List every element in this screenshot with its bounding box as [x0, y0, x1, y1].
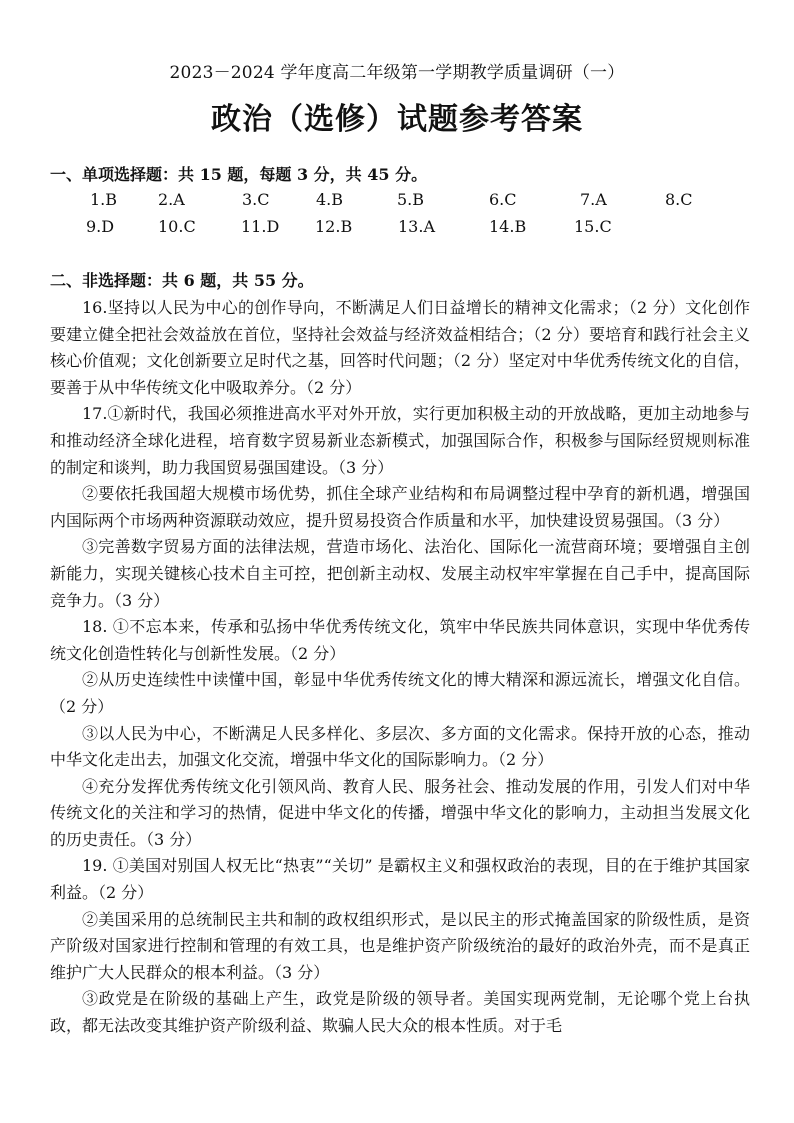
answer-item: 12.B: [315, 217, 353, 236]
answer-item: 13.A: [398, 217, 435, 236]
answer-paragraph-19-3: ③政党是在阶级的基础上产生，政党是阶级的领导者。美国实现两党制，无论哪个党上台执政，都无法改变其维护资产阶级利益、欺骗人民大众的根本性质。对于毛: [50, 989, 750, 1036]
answer-item: 10.C: [158, 217, 196, 236]
page-title: 政治（选修）试题参考答案: [211, 102, 583, 137]
answer-item: 2.A: [158, 190, 185, 209]
answer-paragraph-17-2: ②要依托我国超大规模市场优势，抓住全球产业结构和布局调整过程中孕育的新机遇，增强国内国际两个市场两种资源联动效应，提升贸易投资合作质量和水平，加快建设贸易强国。（3 分）: [50, 484, 750, 530]
answer-body: [50, 295, 750, 1040]
answer-paragraph-17-3: ③完善数字贸易方面的法律法规，营造市场化、法治化、国际化一流营商环境；要增强自主创新能力，实现关键核心技术自主可控，把创新主动权、发展主动权牢牢掌握在自己手中，提高国际竞争力。（3 分）: [50, 537, 750, 610]
answer-item: 8.C: [665, 190, 693, 209]
answer-item: 5.B: [397, 190, 425, 209]
answer-paragraph-19-2: ②美国采用的总统制民主共和制的政权组织形式，是以民主的形式掩盖国家的阶级性质，是资产阶级对国家进行控制和管理的有效工具，也是维护资产阶级统治的最好的政治外壳，而不是真正维护广大人民群众的根本利益。（3 分）: [50, 909, 750, 982]
answer-paragraph-18-4: ④充分发挥优秀传统文化引领风尚、教育人民、服务社会、推动发展的作用，引发人们对中华传统文化的关注和学习的热情，促进中华文化的传播，增强中华文化的影响力，主动担当发展文化的历史责任。（3 分）: [50, 776, 750, 849]
exam-subtitle: 2023－2024 学年度高二年级第一学期教学质量调研（一）: [169, 63, 625, 83]
answer-item: 4.B: [316, 190, 344, 209]
section-two-heading: 二、非选择题：共 6 题，共 55 分。: [50, 271, 314, 290]
answer-item: 11.D: [241, 217, 280, 236]
answer-item: 9.D: [86, 217, 115, 236]
answer-item: 6.C: [489, 190, 517, 209]
section-one-heading: 一、单项选择题：共 15 题，每题 3 分，共 45 分。: [50, 165, 428, 184]
answer-paragraph-18-2: ②从历史连续性中读懂中国，彰显中华优秀传统文化的博大精深和源远流长，增强文化自信。（2 分）: [50, 670, 750, 716]
answer-item: 7.A: [580, 190, 607, 209]
answer-paragraph-19-1: 19. ①美国对别国人权无比“热衷”“关切” 是霸权主义和强权政治的表现，目的在于维护其国家利益。（2 分）: [50, 856, 750, 903]
answer-item: 3.C: [242, 190, 270, 209]
answer-paragraph-18-3: ③以人民为中心，不断满足人民多样化、多层次、多方面的文化需求。保持开放的心态，推动中华文化走出去，加强文化交流，增强中华文化的国际影响力。（2 分）: [50, 723, 750, 770]
answer-row: [86, 217, 770, 244]
answer-paragraph-17-1: 17.①新时代，我国必须推进高水平对外开放，实行更加积极主动的开放战略，更加主动地参与和推动经济全球化进程，培育数字贸易新业态新模式，加强国际合作，积极参与国际经贸规则标准的制定和谈判，助力我国贸易强国建设。（3 分）: [50, 404, 750, 477]
answer-item: 15.C: [574, 217, 612, 236]
answer-item: 14.B: [489, 217, 527, 236]
answer-item: 1.B: [90, 190, 118, 209]
answer-paragraph-16: 16.坚持以人民为中心的创作导向，不断满足人们日益增长的精神文化需求；（2 分）文化创作要建立健全把社会效益放在首位，坚持社会效益与经济效益相结合；（2 分）要培育和践行社会主义核心价值观；文化创新要立足时代之基，回答时代问题；（2 分）坚定对中华优秀传统文化的自信，要善于从中华传统文化中吸取养分。（2 分）: [50, 298, 750, 397]
answer-paragraph-18-1: 18. ①不忘本来，传承和弘扬中华优秀传统文化，筑牢中华民族共同体意识，实现中华优秀传统文化创造性转化与创新性发展。（2 分）: [50, 617, 750, 663]
answer-row: [90, 190, 770, 217]
